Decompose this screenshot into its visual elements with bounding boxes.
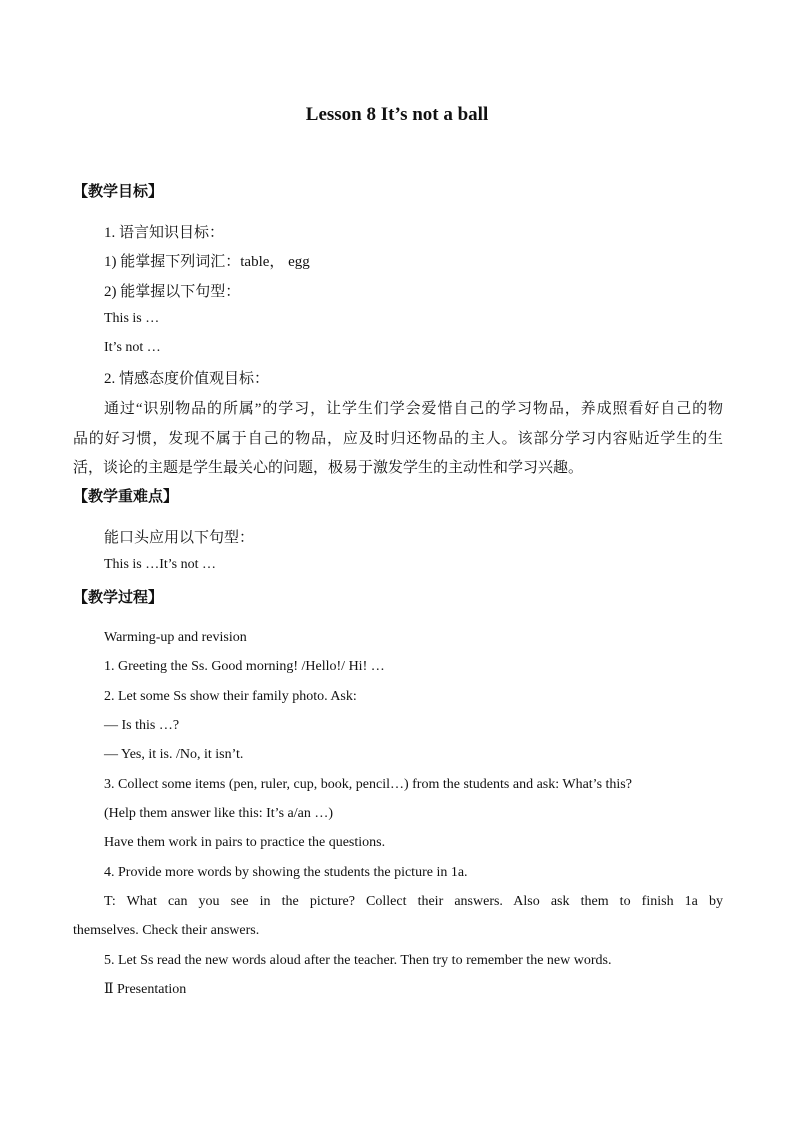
text-line: 1. 语言知识目标： [104, 225, 225, 241]
text-line: — Is this …? [104, 718, 180, 733]
paragraph-line: 品的好习惯，发现不属于自己的物品，应及时归还物品的主人。该部分学习内容贴近学生的生 [73, 431, 723, 447]
page-title: Lesson 8 It’s not a ball [305, 104, 489, 125]
paragraph-line: themselves. Check their answers. [73, 923, 260, 938]
paragraph-line: 通过“识别物品的所属”的学习，让学生们学会爱惜自己的学习物品，养成照看好自己的物 [104, 401, 723, 417]
text-line: 4. Provide more words by showing the students the picture in 1a. [104, 865, 468, 880]
paragraph-line: T: What can you see in the picture? Collect their answers. Also ask them to finish 1a by [104, 894, 723, 909]
text-line: Warming-up and revision [104, 630, 247, 645]
paragraph-line: 活，谈论的主题是学生最关心的问题，极易于激发学生的主动性和学习兴趣。 [73, 460, 584, 476]
text-line: It’s not … [104, 340, 161, 355]
text-line: 2) 能掌握以下句型： [104, 284, 241, 300]
text-line: 1) 能掌握下列词汇：table， egg [104, 254, 310, 270]
section-heading-process: 【教学过程】 [73, 590, 164, 606]
text-line: This is … [104, 311, 160, 326]
text-line: (Help them answer like this: It’s a/an …) [104, 806, 333, 821]
section-heading-key-points: 【教学重难点】 [73, 489, 179, 505]
text-line: 3. Collect some items (pen, ruler, cup, book, pencil…) from the students and ask: What’s this? [104, 777, 632, 792]
text-line: 能口头应用以下句型： [104, 530, 255, 546]
text-line: Ⅱ Presentation [104, 982, 187, 997]
text-line: 5. Let Ss read the new words aloud after the teacher. Then try to remember the new words. [104, 953, 612, 968]
text-line: This is …It’s not … [104, 557, 217, 572]
text-line: Have them work in pairs to practice the questions. [104, 835, 386, 850]
section-heading-objectives: 【教学目标】 [73, 184, 164, 200]
text-line: — Yes, it is. /No, it isn’t. [104, 747, 244, 762]
text-line: 2. Let some Ss show their family photo. Ask: [104, 689, 357, 704]
text-line: 2. 情感态度价值观目标： [104, 371, 270, 387]
text-line: 1. Greeting the Ss. Good morning! /Hello!/ Hi! … [104, 659, 385, 674]
